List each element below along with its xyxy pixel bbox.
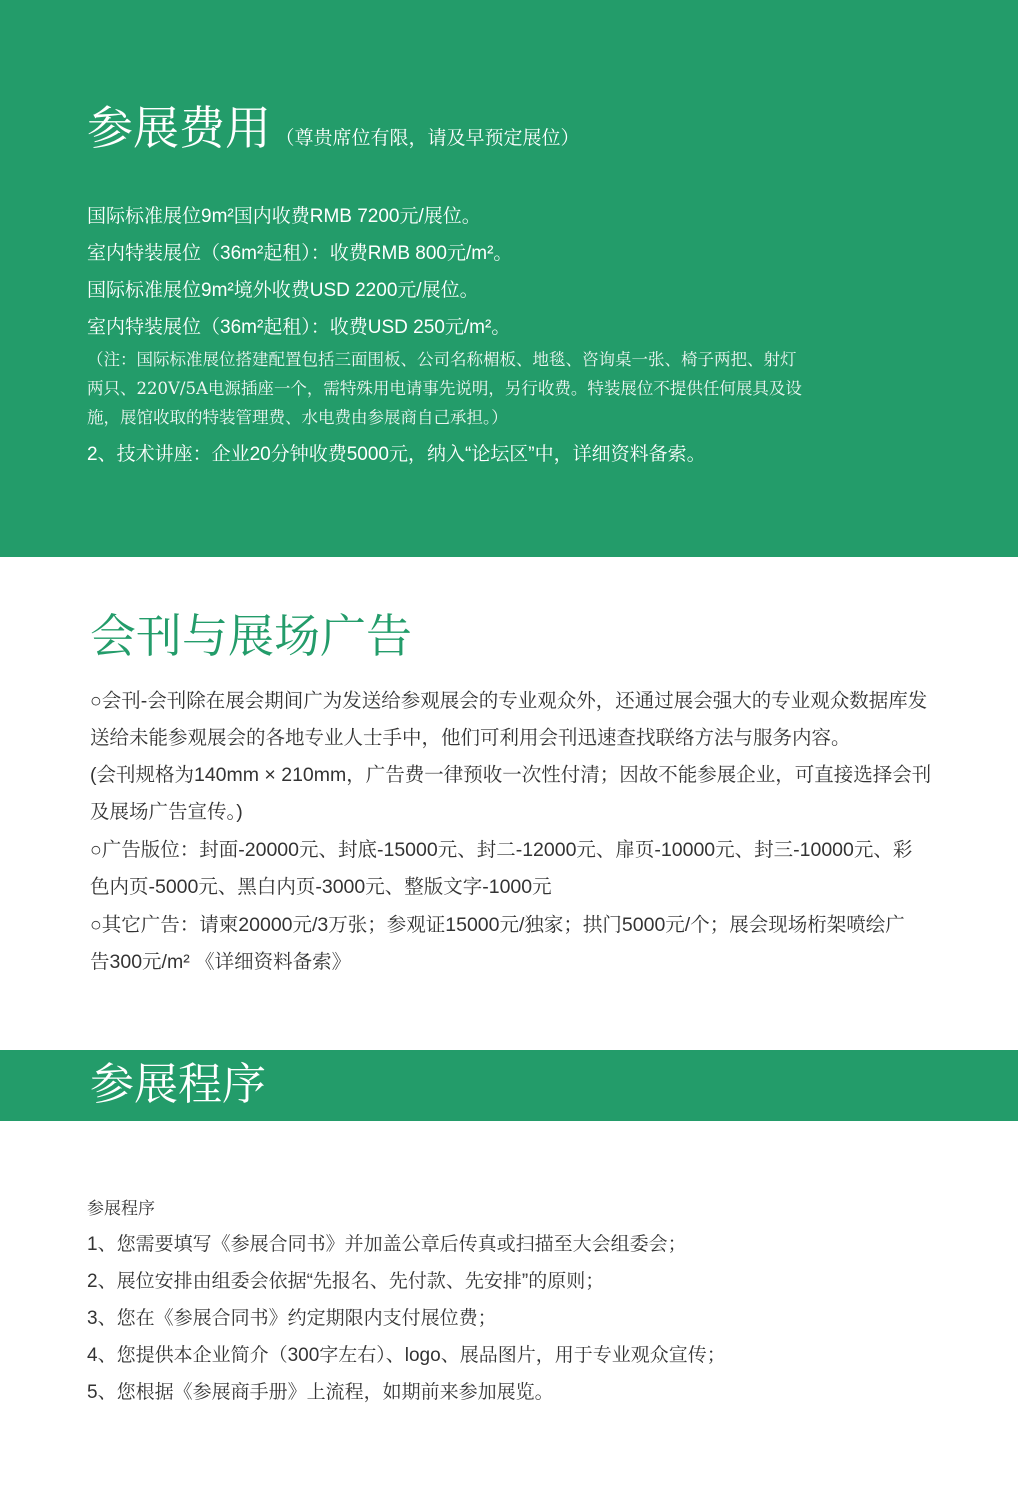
- fees-subtitle: （尊贵席位有限，请及早预定展位）: [275, 128, 580, 149]
- fees-header: [87, 100, 579, 156]
- fee-note-line: 两只、220V/5A电源插座一个，需特殊用电请事先说明，另行收费。特装展位不提供任何展具及设: [87, 379, 802, 398]
- ads-line: (会刊规格为140mm × 210mm，广告费一律预收一次性付清；因故不能参展企业，可直接选择会刊: [90, 764, 932, 786]
- ads-line: ○广告版位：封面-20000元、封底-15000元、封二-12000元、扉页-10000元、封三-10000元、彩: [90, 839, 913, 861]
- ads-line: 告300元/m² 《详细资料备索》: [90, 951, 352, 973]
- fee-line: 国际标准展位9m²国内收费RMB 7200元/展位。: [87, 206, 481, 227]
- ads-line: 色内页-5000元、黑白内页-3000元、整版文字-1000元: [90, 876, 552, 898]
- fees-section: [0, 0, 1018, 557]
- procedure-banner: [0, 1050, 1018, 1121]
- procedure-title: 参展程序: [90, 1060, 266, 1109]
- procedure-step: 2、展位安排由组委会依据“先报名、先付款、先安排”的原则；: [87, 1271, 605, 1292]
- procedure-heading: 参展程序: [87, 1199, 155, 1218]
- ads-title: 会刊与展场广告: [90, 610, 412, 662]
- ads-line: 送给未能参观展会的各地专业人士手中，他们可利用会刊迅速查找联络方法与服务内容。: [90, 727, 851, 749]
- fee-line: 国际标准展位9m²境外收费USD 2200元/展位。: [87, 280, 479, 301]
- procedure-step: 4、您提供本企业简介（300字左右）、logo、展品图片，用于专业观众宣传；: [87, 1345, 726, 1366]
- ads-line: 及展场广告宣传。): [90, 801, 243, 823]
- fee-note-line: （注：国际标准展位搭建配置包括三面围板、公司名称楣板、地毯、咨询桌一张、椅子两把、射灯: [87, 350, 797, 369]
- lecture-line: 2、技术讲座：企业20分钟收费5000元，纳入“论坛区”中，详细资料备索。: [87, 444, 706, 465]
- fee-line: 室内特装展位（36m²起租）：收费RMB 800元/m²。: [87, 243, 513, 264]
- procedure-step: 1、您需要填写《参展合同书》并加盖公章后传真或扫描至大会组委会；: [87, 1234, 687, 1255]
- fee-line: 室内特装展位（36m²起租）：收费USD 250元/m²。: [87, 317, 511, 338]
- fee-note-line: 施，展馆收取的特装管理费、水电费由参展商自己承担。）: [87, 408, 508, 427]
- ads-line: ○会刊-会刊除在展会期间广为发送给参观展会的专业观众外，还通过展会强大的专业观众数据库发: [90, 690, 928, 712]
- fees-title: 参展费用: [87, 102, 271, 154]
- procedure-step: 5、您根据《参展商手册》上流程，如期前来参加展览。: [87, 1382, 554, 1403]
- ads-line: ○其它广告：请柬20000元/3万张；参观证15000元/独家；拱门5000元/个；展会现场桁架喷绘广: [90, 914, 905, 936]
- procedure-step: 3、您在《参展合同书》约定期限内支付展位费；: [87, 1308, 497, 1329]
